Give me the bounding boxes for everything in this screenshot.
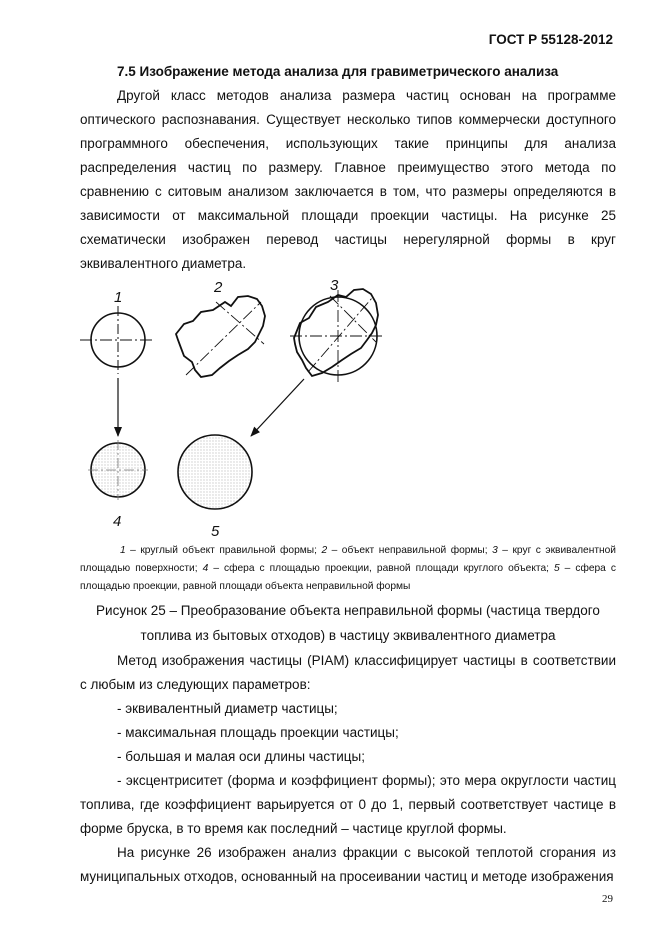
legend-num-4: 4 (202, 563, 209, 574)
legend-text-1: – круглый объект правильной формы; (125, 545, 322, 556)
figure-legend (80, 542, 616, 596)
paragraph-piam: Метод изображения частицы (PIAM) классифицирует частицы в соответствии с любым из следующих параметров: (80, 653, 616, 692)
parameter-list (80, 697, 616, 769)
large-sphere-object (178, 435, 252, 509)
regular-circle-object (80, 306, 154, 374)
figure-caption-line-2: топлива из бытовых отходов) в частицу эквивалентного диаметра (140, 628, 556, 643)
page-number: 29 (602, 893, 613, 905)
section-title: 7.5 Изображение метода анализа для гравиметрического анализа (117, 64, 559, 79)
paragraph-figure26: На рисунке 26 изображен анализ фракции с высокой теплотой сгорания из муниципальных отходов, основанный на просеивании частиц и методе изображения (80, 845, 616, 884)
figure-label-2: 2 (214, 279, 223, 296)
legend-text-5: – сфера с площадью проекции, равной площади объекта неправильной формы (80, 563, 616, 592)
list-item: - большая и малая оси длины частицы; (117, 749, 365, 764)
irregular-object (176, 296, 265, 377)
legend-num-1: 1 (120, 545, 126, 556)
legend-text-2: – объект неправильной формы; (327, 545, 493, 556)
figure-label-1: 1 (114, 289, 123, 306)
legend-text-4: – сфера с площадью проекции, равной площади круглого объекта; (208, 563, 554, 574)
legend-num-2: 2 (321, 545, 328, 556)
legend-num-5: 5 (553, 563, 560, 574)
legend-num-3: 3 (492, 545, 498, 556)
legend-text-3: – круг с эквивалентной площадью поверхности; (80, 545, 616, 574)
equivalent-area-object (290, 289, 385, 382)
arrow-3-to-5 (251, 379, 304, 436)
paragraph-intro: Другой класс методов анализа размера частиц основан на программе оптического распознавания. Существует несколько типов коммерчески доступного программного обеспечения, использующих такие принципы для анализа распределения частиц по размеру. Главное преимущество этого метода по сравнению с ситовым анализом заключается в том, что размеры определяются в зависимости от максимальной площади проекции частицы. На рисунке 25 схематически изображен перевод частицы нерегулярной формы в круг эквивалентного диаметра. (80, 88, 616, 271)
paragraph-eccentricity: - эксцентриситет (форма и коэффициент формы); это мера округлости частиц топлива, где коэффициент варьируется от 0 до 1, первый соответствует частице в форме бруска, в то время как последний – частице круглой формы. (80, 773, 616, 836)
small-sphere-object (88, 440, 148, 500)
figure-caption (80, 598, 616, 648)
figure-label-5: 5 (211, 523, 220, 540)
figure-label-3: 3 (330, 277, 339, 294)
standard-header: ГОСТ Р 55128-2012 (488, 32, 613, 47)
figure-caption-line-1: Рисунок 25 – Преобразование объекта неправильной формы (частица твердого (96, 603, 600, 618)
figure-label-4: 4 (113, 513, 122, 530)
list-item: - максимальная площадь проекции частицы; (117, 725, 399, 740)
figure-25-diagram (80, 272, 580, 542)
list-item: - эквивалентный диаметр частицы; (117, 701, 338, 716)
